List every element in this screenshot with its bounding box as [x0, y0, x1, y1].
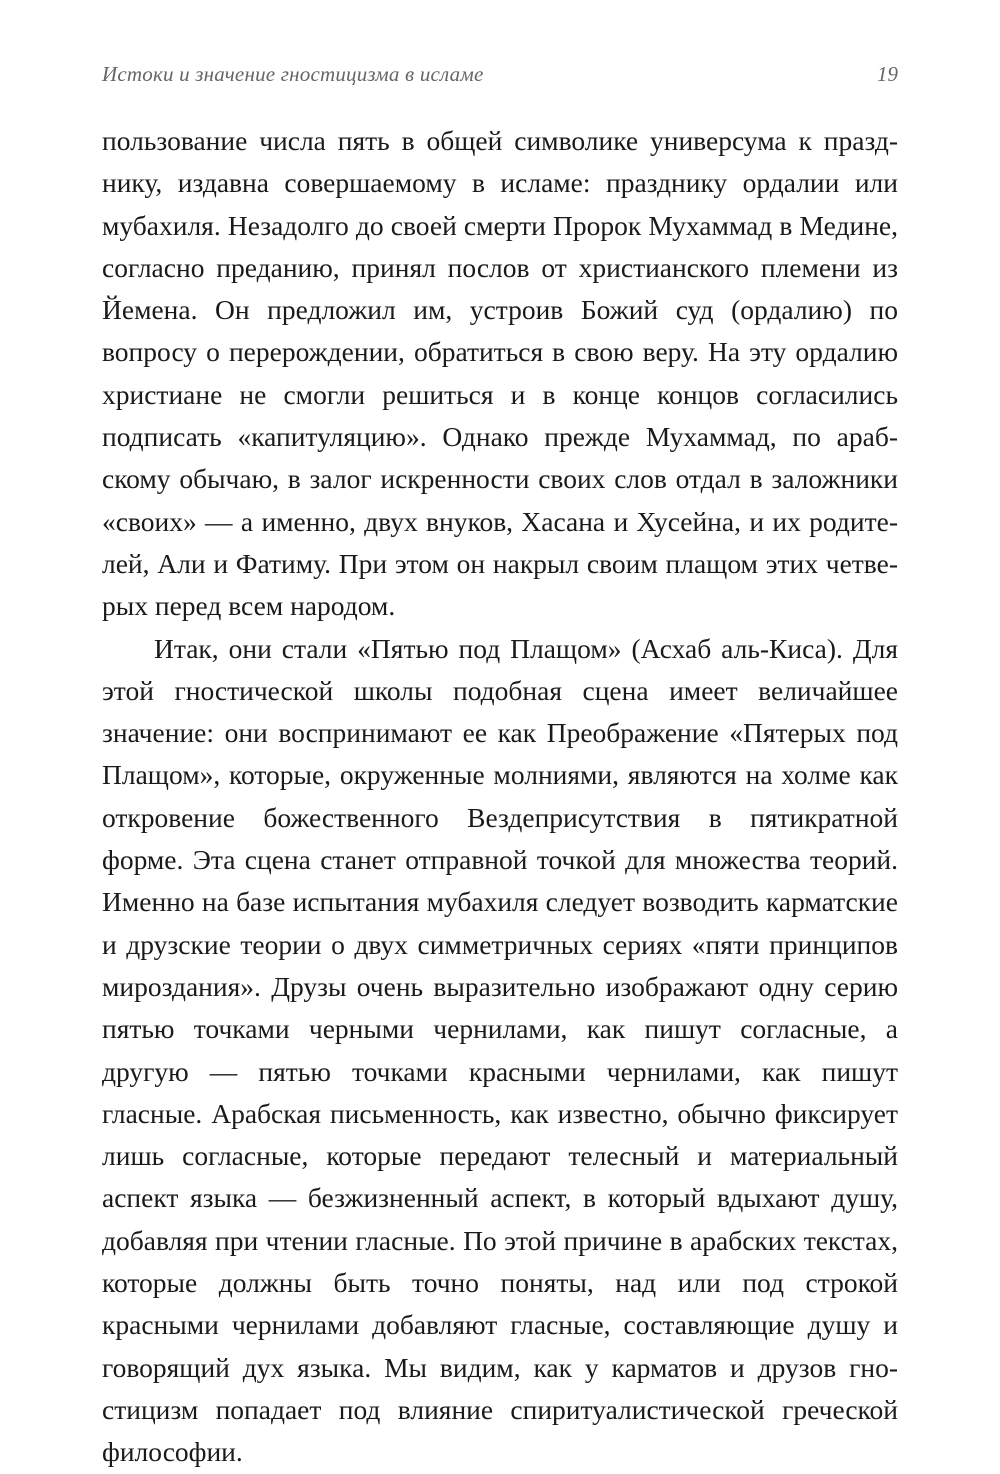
page-number: 19: [877, 62, 898, 86]
running-title: Истоки и значение гностицизма в исламе: [102, 62, 484, 86]
paragraph-1: пользование числа пять в общей символике универсума к празднику, издавна совершаемому в исламе: празднику ордалии или мубахиля. Незадолго до своей смерти Пророк Мухаммад в Медине, согласно преданию, принял послов от христианского племени из Йемена. Он предложил им, устроив Божий суд (ордалию) по вопросу о перерождении, обратиться в свою веру. На эту ордалию христиане не смогли решиться и в конце концов согласились подписать «капитуляцию». Однако прежде Мухаммад, по арабскому обычаю, в залог искренности своих слов отдал в заложники «своих» — а именно, двух внуков, Хасана и Хусейна, и их родителей, Али и Фатиму. При этом он накрыл своим плащом этих четверых перед всем народом.: [102, 125, 898, 622]
body-text: [102, 120, 898, 1474]
running-header: [102, 62, 898, 92]
paragraph-2: Итак, они стали «Пятью под Плащом» (Асхаб аль-Киса). Для этой гностической школы подобная сцена имеет величайшее значение: они воспринимают ее как Преображение «Пятерых под Плащом», которые, окруженные молниями, являются на холме как откровение божественного Вездеприсутствия в пятикратной форме. Эта сцена станет отправной точкой для множества теорий. Именно на базе испытания мубахиля следует возводить карматские и друзские теории о двух симметричных сериях «пяти принципов мироздания». Друзы очень выразительно изображают одну серию пятью точками черными чернилами, как пишут согласные, а другую — пятью точками красными чернилами, как пишут гласные. Арабская письменность, как известно, обычно фиксирует лишь согласные, которые передают телесный и материальный аспект языка — безжизненный аспект, в который вдыхают душу, добавляя при чтении гласные. По этой причине в арабских текстах, которые должны быть точно поняты, над или под строкой красными чернилами добавляют гласные, составляющие душу и говорящий дух языка. Мы видим, как у карматов и друзов гностицизм попадает под влияние спиритуалистической греческой философии.: [102, 632, 898, 1468]
